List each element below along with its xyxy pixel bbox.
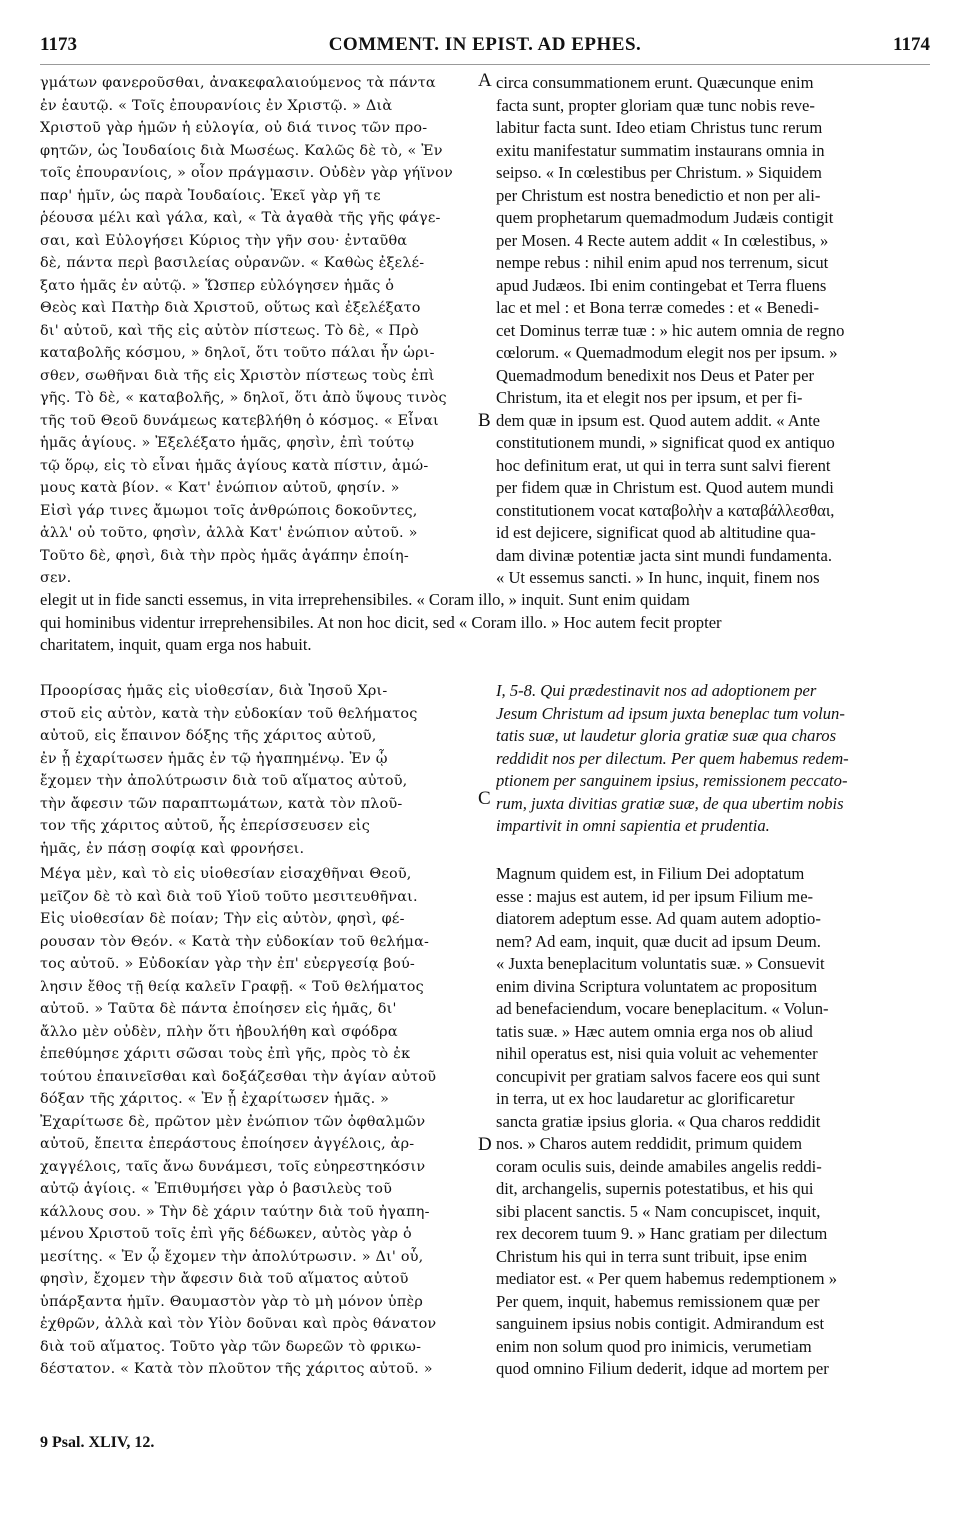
- text-line: ad benefaciendum, vocare beneplacitum. « Volun-: [496, 999, 829, 1018]
- text-line: enim divina Scriptura voluntatem ac propositum: [496, 976, 818, 996]
- text-line: Χριστοῦ γὰρ ἡμῶν ἡ εὐλογία, οὐ διά τινος τῶν προ-: [40, 120, 428, 136]
- text-line: I, 5-8. Qui prædestinavit nos ad adoptionem per: [496, 681, 817, 700]
- full-width-paragraph: [40, 589, 930, 657]
- text-line: ptionem per sanguinem ipsius, remissionem peccato-: [496, 771, 848, 790]
- text-line: τούτου ἐπαινεῖσθαι καὶ δοξάζεσθαι τὴν ἁγίαν αὐτοῦ: [40, 1068, 437, 1085]
- text-line: ἔχομεν τὴν ἀπολύτρωσιν διὰ τοῦ αἵματος αὐτοῦ,: [40, 773, 408, 789]
- text-line: ἀλλ' οὐ τοῦτο, φησὶν, ἀλλὰ Κατ' ἐνώπιον αὐτοῦ. »: [40, 525, 418, 541]
- text-line: στοῦ εἰς αὐτὸν, κατὰ τὴν εὐδοκίαν τοῦ θελήματος: [40, 705, 418, 722]
- top-greek-column: [40, 72, 480, 590]
- text-line: Εἰσὶ γάρ τινες ἄμωμοι τοῖς ἀνθρώποις δοκοῦντες,: [40, 502, 418, 519]
- text-line: rum, juxta divitias gratiæ suæ, de qua ubertim nobis: [496, 793, 844, 813]
- text-line: ῥέουσα μέλι καὶ γάλα, καὶ, « Τὰ ἀγαθὰ τῆς γῆς φάγε-: [40, 210, 441, 226]
- text-line: lac et mel : et Bona terræ comedes : et « Benedi-: [496, 298, 820, 317]
- text-line: διὰ τοῦ αἵματος. Τοῦτο γὰρ τῶν δωρεῶν τὸ φρικω-: [40, 1338, 422, 1355]
- text-line: ἡμᾶς ἁγίους. » Ἐξελέξατο ἡμᾶς, φησὶν, ἐπὶ τούτῳ: [40, 435, 415, 451]
- text-line: αὐτοῦ, εἰς ἔπαινον δόξης τῆς χάριτος αὐτοῦ,: [40, 728, 377, 744]
- text-line: elegit ut in fide sancti essemus, in vita irreprehensibiles. « Coram illo, » inquit. Sunt enim quidam: [40, 590, 690, 609]
- text-line: dem quæ in ipsum est. Quod autem addit. « Ante: [496, 410, 821, 430]
- bottom-latin-column: [496, 863, 930, 1381]
- text-line: charitatem, inquit, quam erga nos habuit.: [40, 635, 312, 654]
- footnote: 9 Psal. XLIV, 12.: [40, 1434, 155, 1451]
- verse-latin-column: [496, 680, 930, 838]
- text-line: αὐτῷ ἁγίοις. « Ἐπιθυμήσει γὰρ ὁ βασιλεὺς τοῦ: [40, 1181, 393, 1197]
- text-line: μεσίτης. « Ἐν ᾧ ἔχομεν τὴν ἀπολύτρωσιν. » Δι' οὗ,: [40, 1248, 424, 1265]
- text-line: ρουσαν τὸν Θεόν. « Κατὰ τὴν εὐδοκίαν τοῦ θελήμα-: [40, 933, 430, 950]
- text-line: in terra, ut ex hoc laudaretur ac glorificaretur: [496, 1089, 795, 1108]
- text-line: φησὶν, ἔχομεν τὴν ἄφεσιν διὰ τοῦ αἵματος αὐτοῦ: [40, 1271, 409, 1287]
- text-line: labitur facta sunt. Ideo etiam Christus tunc rerum: [496, 118, 823, 137]
- text-line: αὐτοῦ. » Ταῦτα δὲ πάντα ἐποίησεν εἰς ἡμᾶς, δι': [40, 1001, 397, 1017]
- section-marker-a: A: [478, 70, 492, 91]
- text-line: nihil operatus est, nisi quia voluit ac vehementer: [496, 1044, 818, 1063]
- text-line: enim non solum quod pro inimicis, verumetiam: [496, 1336, 812, 1356]
- text-line: δι' αὐτοῦ, καὶ τῆς εἰς αὐτὸν πίστεως. Τὸ δὲ, « Πρὸ: [40, 322, 419, 339]
- text-line: tatis suæ, ut laudetur gloria gratiæ suæ qua charos: [496, 726, 837, 745]
- text-line: Christum his qui in terra sunt tribuit, ipse enim: [496, 1246, 808, 1266]
- text-line: nem? Ad eam, inquit, quæ ducit ad ipsum Deum.: [496, 931, 821, 951]
- text-line: τῷ ὅρῳ, εἰς τὸ εἶναι ἡμᾶς ἁγίους κατὰ πίστιν, ἀμώ-: [40, 457, 429, 474]
- text-line: Quemadmodum benedixit nos Deus et Pater per: [496, 365, 814, 385]
- text-line: sancta gratiæ ipsius gloria. « Qua charos reddidit: [496, 1111, 821, 1131]
- text-line: dit, archangelis, supernis potestatibus, et his qui: [496, 1179, 814, 1198]
- text-line: per Mosen. 4 Recte autem addit « In cœlestibus, »: [496, 230, 829, 250]
- text-line: τὴν ἄφεσιν τῶν παραπτωμάτων, κατὰ τὸν πλοῦ-: [40, 795, 403, 812]
- text-line: Θεὸς καὶ Πατὴρ διὰ Χριστοῦ, οὕτως καὶ ἐξελέξατο: [40, 300, 421, 316]
- text-line: ἡμᾶς, ἐν πάσῃ σοφίᾳ καὶ φρονήσει.: [40, 840, 305, 857]
- text-line: reddidit nos per dilectum. Per quem habemus redem-: [496, 748, 849, 768]
- text-line: qui hominibus videntur irreprehensibiles. At non hoc dicit, sed « Coram illo. » Hoc autem fecit propter: [40, 612, 722, 632]
- text-line: constitutionem vocat καταβολὴν a καταβάλλεσθαι,: [496, 500, 835, 520]
- top-latin-column: [496, 72, 930, 590]
- text-line: σαι, καὶ Εὐλογήσει Κύριος τὴν γῆν σου· ἐνταῦθα: [40, 232, 408, 249]
- text-line: mediator est. « Per quem habemus redemptionem »: [496, 1269, 838, 1288]
- section-marker-d: D: [478, 1134, 492, 1155]
- text-line: ἐπεθύμησε χάριτι σῶσαι τοὺς ἐπὶ γῆς, πρὸς τὸ ἐκ: [40, 1046, 411, 1062]
- text-line: sibi placent sanctis. 5 « Nam concupiscet, inquit,: [496, 1201, 821, 1221]
- text-line: καταβολῆς κόσμου, » δηλοῖ, ὅτι τοῦτο πάλαι ἦν ὡρι-: [40, 345, 435, 361]
- text-line: σεν.: [40, 570, 72, 586]
- text-line: exitu manifestatur summatim instaurans omnia in: [496, 140, 825, 160]
- bottom-greek-column: [40, 863, 480, 1381]
- text-line: « Ut essemus sancti. » In hunc, inquit, finem nos: [496, 568, 820, 587]
- text-line: γμάτων φανεροῦσθαι, ἀνακεφαλαιούμενος τὰ πάντα: [40, 75, 436, 91]
- text-line: cet Dominus terræ tuæ : » hic autem omnia de regno: [496, 320, 845, 340]
- text-line: facta sunt, propter gloriam quæ tunc nobis reve-: [496, 95, 815, 115]
- text-line: nempe rebus : nihil enim apud nos terrenum, sicut: [496, 253, 829, 272]
- text-line: ἐχθρῶν, ἀλλὰ καὶ τὸν Υἱὸν δοῦναι καὶ πρὸς θάνατον: [40, 1316, 437, 1332]
- text-line: « Juxta beneplacitum voluntatis suæ. » Consuevit: [496, 954, 825, 973]
- text-line: ὑπάρξαντα ἡμῖν. Θαυμαστὸν γὰρ τὸ μὴ μόνον ὑπὲρ: [40, 1293, 424, 1310]
- header-rule: [40, 64, 930, 65]
- section-marker-c: C: [478, 788, 491, 809]
- text-line: circa consummationem erunt. Quæcunque enim: [496, 73, 814, 92]
- text-line: Magnum quidem est, in Filium Dei adoptatum: [496, 864, 805, 883]
- text-line: γῆς. Τὸ δὲ, « καταβολῆς, » δηλοῖ, ὅτι ἀπὸ ὕψους τινὸς: [40, 390, 447, 406]
- text-line: ἄλλο μὲν οὐδὲν, πλὴν ὅτι ἠβουλήθη καὶ σφόδρα: [40, 1023, 398, 1040]
- text-line: hoc definitum erat, ut qui in terra sunt salvi fierent: [496, 455, 831, 475]
- text-line: apud Judæos. Ibi enim contingebat et Terra fluens: [496, 275, 827, 295]
- left-column-number: 1173: [40, 34, 77, 55]
- text-line: seipso. « In cœlestibus per Christum. » Siquidem: [496, 163, 822, 182]
- text-line: Τοῦτο δὲ, φησὶ, διὰ τὴν πρὸς ἡμᾶς ἀγάπην ἐποίη-: [40, 547, 409, 564]
- right-column-number: 1174: [893, 34, 930, 55]
- text-line: Per quem, inquit, habemus remissionem quæ per: [496, 1291, 820, 1311]
- text-line: cœlorum. « Quemadmodum elegit nos per ipsum. »: [496, 343, 838, 362]
- text-line: impartivit in omni sapientia et prudentia.: [496, 816, 770, 835]
- text-line: tatis suæ. » Hæc autem omnia erga nos ob aliud: [496, 1021, 813, 1041]
- text-line: quod omnino Filium dederit, idque ad mortem per: [496, 1359, 829, 1378]
- text-line: Christum, ita et elegit nos per ipsum, et per fi-: [496, 388, 803, 407]
- text-line: παρ' ἡμῖν, ὡς παρὰ Ἰουδαίοις. Ἐκεῖ γὰρ γῆ τε: [40, 187, 381, 204]
- text-line: sanguinem ipsius nobis contigit. Admirandum est: [496, 1314, 825, 1333]
- text-line: ξατο ἡμᾶς ἐν αὐτῷ. » Ὥσπερ εὐλόγησεν ἡμᾶς ὁ: [40, 277, 395, 294]
- text-line: τον τῆς χάριτος αὐτοῦ, ἧς ἐπερίσσευσεν εἰς: [40, 818, 370, 834]
- text-line: nos. » Charos autem reddidit, primum quidem: [496, 1134, 803, 1153]
- text-line: δὲ, πάντα περὶ βασιλείας οὐρανῶν. « Καθὼς ἐξελέ-: [40, 255, 425, 271]
- text-line: Ἐχαρίτωσε δὲ, πρῶτον μὲν ἐνώπιον τῶν ὀφθαλμῶν: [40, 1113, 426, 1130]
- text-line: quem prophetarum quemadmodum Judæis contigit: [496, 208, 834, 227]
- text-line: κάλλους σου. » Τὴν δὲ χάριν ταύτην διὰ τοῦ ἠγαπη-: [40, 1203, 430, 1220]
- text-line: δόξαν τῆς χάριτος. « Ἐν ᾗ ἐχαρίτωσεν ἡμᾶς. »: [40, 1091, 390, 1107]
- text-line: dam divinæ potentiæ jacta sint mundi fundamenta.: [496, 545, 832, 565]
- text-line: coram oculis suis, deinde amabiles angelis reddi-: [496, 1156, 822, 1176]
- text-line: μένου Χριστοῦ τοῖς ἐπὶ γῆς δέδωκεν, αὐτὸς γὰρ ὁ: [40, 1226, 412, 1242]
- text-line: μεῖζον δὲ τὸ καὶ διὰ τοῦ Υἱοῦ τοῦτο μεσιτευθῆναι.: [40, 888, 418, 905]
- verse-greek-column: [40, 680, 480, 860]
- text-line: ἐν ἑαυτῷ. « Τοῖς ἐπουρανίοις ἐν Χριστῷ. » Διὰ: [40, 97, 393, 114]
- text-line: αὐτοῦ, ἔπειτα ἐπεράστους ἐποίησεν ἀγγέλοις, ἀρ-: [40, 1136, 415, 1152]
- text-line: Εἰς υἱοθεσίαν δὲ ποίαν; Τὴν εἰς αὐτὸν, φησὶ, φέ-: [40, 911, 405, 927]
- text-line: per Christum est nostra benedictio et non per ali-: [496, 185, 821, 205]
- text-line: μους κατὰ βίον. « Κατ' ἐνώπιον αὐτοῦ, φησίν. »: [40, 480, 400, 496]
- text-line: φητῶν, ὡς Ἰουδαίοις διὰ Μωσέως. Καλῶς δὲ τὸ, « Ἐν: [40, 142, 443, 159]
- text-line: id est dejicere, significat quod ab altitudine qua-: [496, 523, 816, 542]
- text-line: esse : majus est autem, id per ipsum Filium me-: [496, 886, 814, 906]
- text-line: δέστατον. « Κατὰ τὸν πλοῦτον τῆς χάριτος αὐτοῦ. »: [40, 1361, 433, 1377]
- text-line: diatorem adeptum esse. Ad quam autem adoptio-: [496, 909, 821, 928]
- running-header: [40, 34, 930, 60]
- text-line: τοῖς ἐπουρανίοις, » οἷον πράγμασιν. Οὐδὲν γὰρ γήϊνον: [40, 165, 453, 181]
- running-title: COMMENT. IN EPIST. AD EPHES.: [328, 34, 642, 55]
- text-line: per fidem quæ in Christum est. Quod autem mundi: [496, 478, 834, 497]
- text-line: constitutionem mundi, » significat quod ex antiquo: [496, 433, 835, 452]
- text-line: rex decorem tuum 9. » Hanc gratiam per dilectum: [496, 1224, 828, 1243]
- text-line: τῆς τοῦ Θεοῦ δυνάμεως κατεβλήθη ὁ κόσμος. « Εἶναι: [40, 412, 439, 429]
- text-line: χαγγέλοις, ταῖς ἄνω δυνάμεσι, τοῖς εὐηρεστηκόσιν: [40, 1158, 426, 1175]
- section-marker-b: B: [478, 410, 491, 431]
- text-line: τος αὐτοῦ. » Εὐδοκίαν γὰρ τὴν ἐπ' εὐεργεσίᾳ βού-: [40, 956, 415, 972]
- text-line: ἐν ᾗ ἐχαρίτωσεν ἡμᾶς ἐν τῷ ἠγαπημένῳ. Ἐν ᾧ: [40, 750, 388, 767]
- text-line: Jesum Christum ad ipsum juxta beneplac tum volun-: [496, 703, 845, 723]
- text-line: λησιν ἔθος τῇ θείᾳ καλεῖν Γραφῇ. « Τοῦ θελήματος: [40, 978, 424, 995]
- text-line: σθεν, σωθῆναι διὰ τῆς εἰς Χριστὸν πίστεως τοὺς ἐπὶ: [40, 367, 435, 384]
- text-line: concupivit per gratiam salvos facere eos qui sunt: [496, 1066, 820, 1086]
- text-line: Προορίσας ἡμᾶς εἰς υἱοθεσίαν, διὰ Ἰησοῦ Χρι-: [40, 683, 388, 699]
- text-line: Μέγα μὲν, καὶ τὸ εἰς υἱοθεσίαν εἰσαχθῆναι Θεοῦ,: [40, 866, 412, 882]
